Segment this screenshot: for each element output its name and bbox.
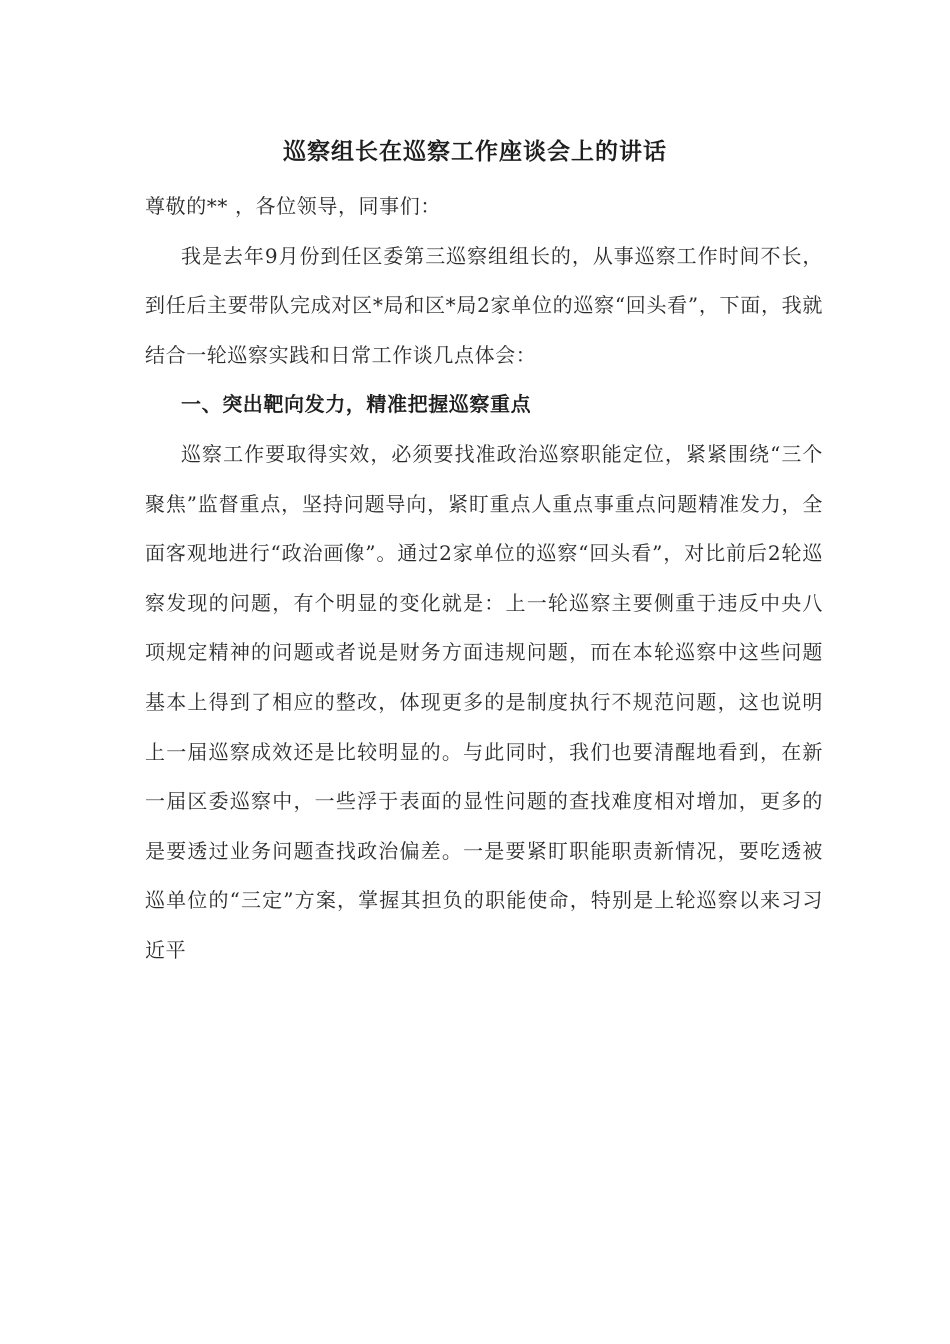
salutation-line: 尊敬的** ，各位领导，同事们： (145, 194, 441, 218)
intro-paragraph: 我是去年9月份到任区委第三巡察组组长的，从事巡察工作时间不长，到任后主要带队完成对区*局和区*局2家单位的巡察“回头看”，下面，我就结合一轮巡察实践和日常工作谈几点体会： (145, 243, 823, 367)
section-heading: 一、突出靶向发力，精准把握巡察重点 (181, 392, 532, 417)
document-title: 巡察组长在巡察工作座谈会上的讲话 (283, 138, 667, 165)
document-body (145, 182, 823, 976)
section-paragraph: 巡察工作要取得实效，必须要找准政治巡察职能定位，紧紧围绕“三个聚焦”监督重点，坚持问题导向，紧盯重点人重点事重点问题精准发力，全面客观地进行“政治画像”。通过2家单位的巡察“回头看”，对比前后2轮巡察发现的问题，有个明显的变化就是：上一轮巡察主要侧重于违反中央八项规定精神的问题或者说是财务方面违规问题，而在本轮巡察中这些问题基本上得到了相应的整改，体现更多的是制度执行不规范问题，这也说明上一届巡察成效还是比较明显的。与此同时，我们也要清醒地看到，在新一届区委巡察中，一些浮于表面的显性问题的查找难度相对增加，更多的是要透过业务问题查找政治偏差。一是要紧盯职能职责新情况，要吃透被巡单位的“三定”方案，掌握其担负的职能使命，特别是上轮巡察以来习习近平 (145, 441, 823, 962)
